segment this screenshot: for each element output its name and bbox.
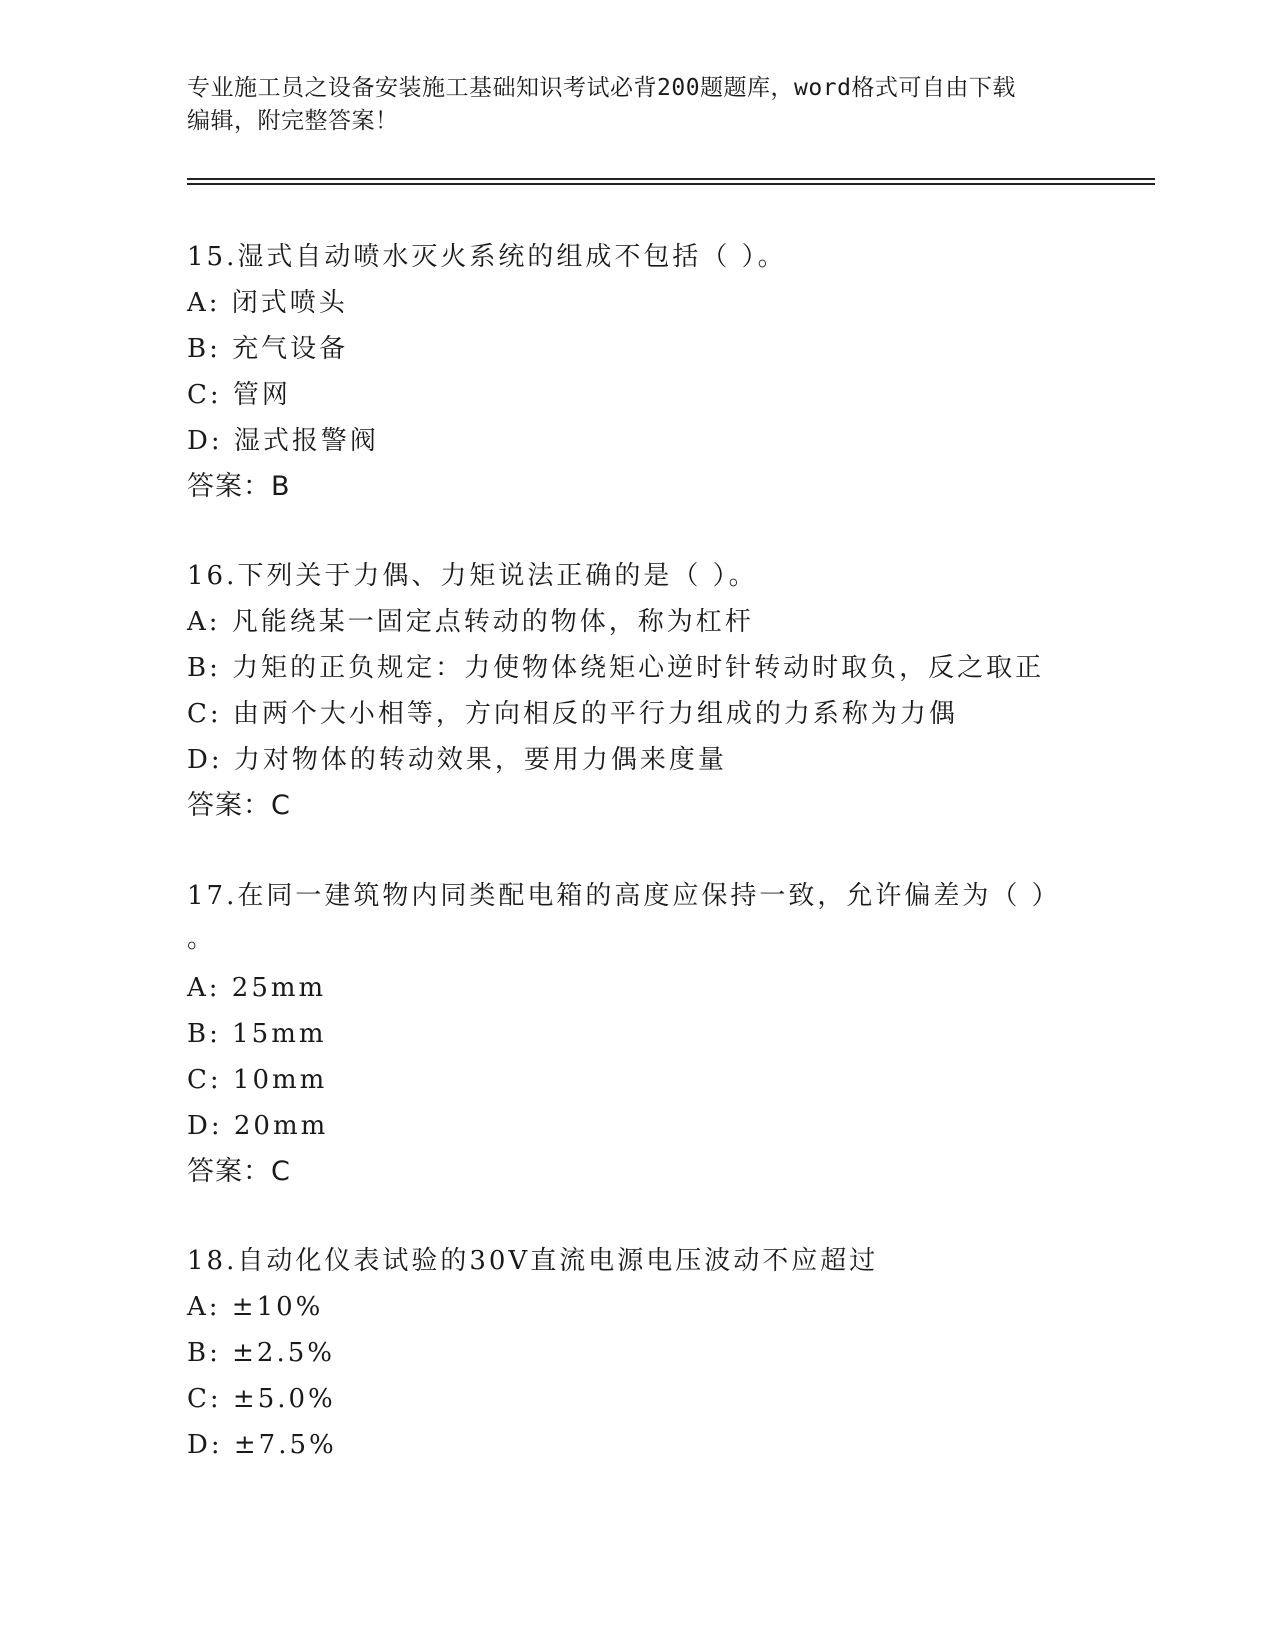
- option-c: C: ±5.0%: [187, 1384, 336, 1414]
- option-c: C: 由两个大小相等，方向相反的平行力组成的力系称为力偶: [187, 699, 958, 729]
- header-divider-bottom: [187, 183, 1155, 185]
- header-divider-top: [187, 178, 1155, 180]
- question-stem: 16.下列关于力偶、力矩说法正确的是（ ）。: [187, 561, 758, 591]
- question-stem-continuation: 。: [187, 924, 217, 954]
- option-a: A: 25mm: [187, 973, 327, 1003]
- question-stem: 18.自动化仪表试验的30V直流电源电压波动不应超过: [187, 1246, 879, 1276]
- option-c: C: 10mm: [187, 1065, 328, 1095]
- option-b: B: 充气设备: [187, 334, 349, 364]
- question-15: [187, 234, 1127, 510]
- question-stem: 15.湿式自动喷水灭火系统的组成不包括（ ）。: [187, 242, 787, 272]
- answer: 答案：B: [187, 471, 291, 502]
- option-c: C: 管网: [187, 380, 291, 410]
- option-a: A: 凡能绕某一固定点转动的物体，称为杠杆: [187, 607, 754, 637]
- option-d: D: ±7.5%: [187, 1430, 337, 1460]
- answer: 答案：C: [187, 790, 291, 821]
- question-stem: 17.在同一建筑物内同类配电箱的高度应保持一致，允许偏差为（ ）: [187, 881, 1061, 911]
- option-a: A: 闭式喷头: [187, 288, 348, 318]
- option-b: B: 力矩的正负规定：力使物体绕矩心逆时针转动时取负，反之取正: [187, 653, 1045, 683]
- document-header: [187, 72, 1067, 138]
- option-d: D: 力对物体的转动效果，要用力偶来度量: [187, 745, 727, 775]
- question-18: [187, 1238, 1127, 1468]
- question-16: [187, 553, 1127, 829]
- option-a: A: ±10%: [187, 1292, 324, 1322]
- option-b: B: 15mm: [187, 1019, 327, 1049]
- option-d: D: 湿式报警阀: [187, 426, 379, 456]
- question-17: [187, 873, 1127, 1195]
- header-line-2: 编辑，附完整答案！: [187, 108, 399, 134]
- option-b: B: ±2.5%: [187, 1338, 335, 1368]
- answer: 答案：C: [187, 1156, 291, 1187]
- header-line-1: 专业施工员之设备安装施工基础知识考试必背200题题库，word格式可自由下载: [187, 75, 1016, 101]
- option-d: D: 20mm: [187, 1111, 329, 1141]
